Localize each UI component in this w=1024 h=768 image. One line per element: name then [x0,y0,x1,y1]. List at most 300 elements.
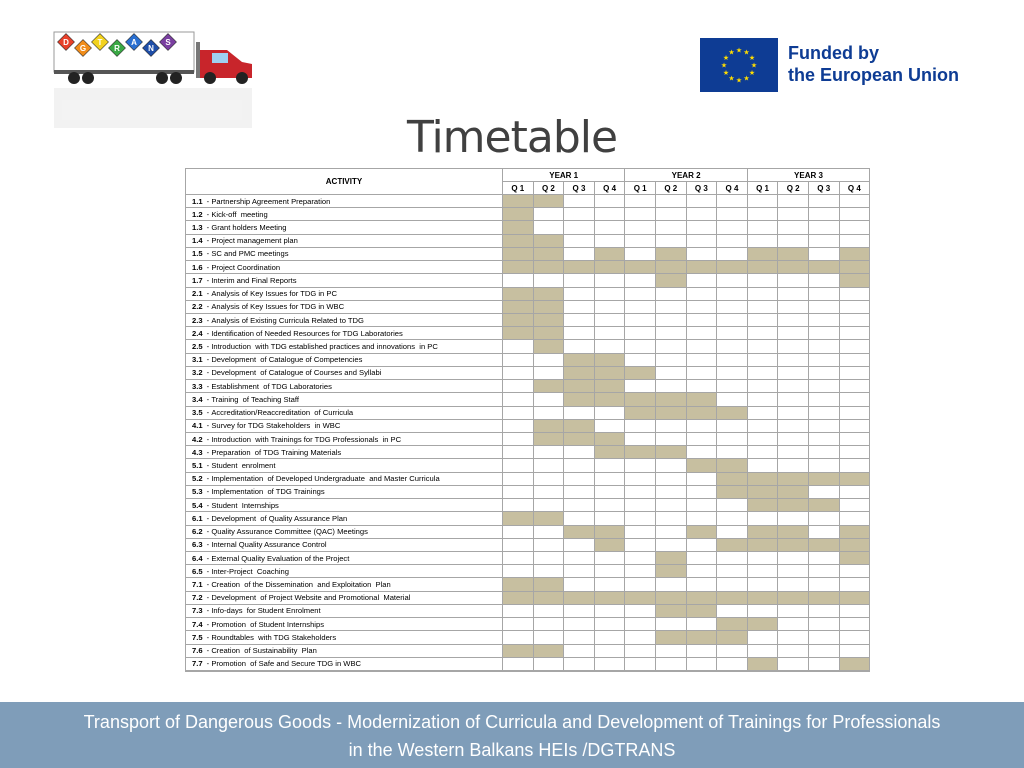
empty-cell [809,446,840,459]
scheduled-cell [503,512,534,525]
activity-number: 1.3 [192,223,203,233]
empty-cell [840,367,871,380]
empty-cell [809,301,840,314]
empty-cell [595,459,626,472]
empty-cell [748,631,779,644]
scheduled-cell [656,248,687,261]
activity-separator: - [204,275,212,285]
activity-label: Development of Quality Assurance Plan [211,513,348,523]
empty-cell [625,221,656,234]
scheduled-cell [595,248,626,261]
scheduled-cell [748,539,779,552]
activity-cell [186,354,503,367]
empty-cell [564,407,595,420]
empty-cell [534,446,565,459]
empty-cell [656,195,687,208]
activity-separator: - [204,328,212,338]
scheduled-cell [625,592,656,605]
empty-cell [564,539,595,552]
empty-cell [534,354,565,367]
empty-cell [778,340,809,353]
scheduled-cell [656,552,687,565]
activity-separator: - [204,580,212,590]
empty-cell [748,578,779,591]
empty-cell [717,221,748,234]
empty-cell [748,645,779,658]
empty-cell [656,473,687,486]
empty-cell [840,512,871,525]
empty-cell [503,658,534,671]
empty-cell [840,446,871,459]
activity-number: 3.3 [192,381,203,391]
activity-cell [186,592,503,605]
scheduled-cell [564,367,595,380]
scheduled-cell [748,618,779,631]
empty-cell [687,552,718,565]
empty-cell [687,235,718,248]
activity-number: 3.2 [192,368,203,378]
activity-number: 1.5 [192,249,203,259]
empty-cell [625,658,656,671]
activity-cell [186,301,503,314]
empty-cell [687,314,718,327]
svg-text:G: G [79,44,87,53]
empty-cell [656,512,687,525]
activity-separator: - [204,527,212,537]
scheduled-cell [656,592,687,605]
scheduled-cell [503,288,534,301]
activity-cell [186,274,503,287]
empty-cell [778,433,809,446]
timetable-table [185,168,870,672]
empty-cell [717,314,748,327]
activity-separator: - [204,500,212,510]
empty-cell [687,645,718,658]
scheduled-cell [595,393,626,406]
activity-label: Survey for TDG Stakeholders in WBC [211,421,341,431]
scheduled-cell [748,473,779,486]
empty-cell [503,274,534,287]
quarter-header: Q 2 [778,182,809,195]
empty-cell [503,565,534,578]
empty-cell [809,340,840,353]
empty-cell [656,288,687,301]
empty-cell [809,248,840,261]
empty-cell [534,499,565,512]
page-title: Timetable [406,112,618,163]
empty-cell [595,208,626,221]
empty-cell [809,367,840,380]
activity-label: Partnership Agreement Preparation [211,196,331,206]
activity-cell [186,526,503,539]
empty-cell [564,618,595,631]
activity-number: 4.3 [192,447,203,457]
empty-cell [809,433,840,446]
empty-cell [534,221,565,234]
scheduled-cell [625,446,656,459]
empty-cell [656,340,687,353]
activity-label: Kick-off meeting [211,209,268,219]
scheduled-cell [687,261,718,274]
empty-cell [717,526,748,539]
empty-cell [564,221,595,234]
empty-cell [809,221,840,234]
empty-cell [809,235,840,248]
empty-cell [687,473,718,486]
empty-cell [717,288,748,301]
empty-cell [656,499,687,512]
table-row [186,393,870,406]
empty-cell [778,645,809,658]
footer-banner [0,702,1024,768]
eu-star-icon: ★ [748,70,756,77]
scheduled-cell [778,592,809,605]
empty-cell [687,565,718,578]
activity-label: Promotion of Student Internships [211,619,325,629]
empty-cell [687,578,718,591]
activity-cell [186,631,503,644]
scheduled-cell [840,274,871,287]
scheduled-cell [564,592,595,605]
empty-cell [656,235,687,248]
scheduled-cell [840,248,871,261]
empty-cell [748,274,779,287]
empty-cell [564,499,595,512]
empty-cell [503,367,534,380]
activity-number: 7.3 [192,606,203,616]
year-header: YEAR 3 [748,169,870,182]
table-row [186,473,870,486]
activity-separator: - [204,421,212,431]
empty-cell [717,446,748,459]
empty-cell [656,539,687,552]
empty-cell [534,539,565,552]
scheduled-cell [503,195,534,208]
empty-cell [503,446,534,459]
scheduled-cell [534,301,565,314]
empty-cell [564,473,595,486]
scheduled-cell [656,565,687,578]
activity-cell [186,221,503,234]
scheduled-cell [656,446,687,459]
empty-cell [656,433,687,446]
empty-cell [564,208,595,221]
scheduled-cell [595,380,626,393]
scheduled-cell [809,261,840,274]
empty-cell [687,327,718,340]
activity-number: 7.1 [192,580,203,590]
empty-cell [595,552,626,565]
scheduled-cell [840,539,871,552]
empty-cell [564,195,595,208]
quarter-header-row [503,182,870,195]
empty-cell [503,420,534,433]
activity-number: 6.3 [192,540,203,550]
activity-number: 2.1 [192,289,203,299]
activity-label: Establishment of TDG Laboratories [211,381,332,391]
activity-separator: - [204,315,212,325]
empty-cell [656,459,687,472]
activity-cell [186,235,503,248]
activity-cell [186,578,503,591]
empty-cell [748,327,779,340]
activity-separator: - [204,196,212,206]
activity-cell [186,618,503,631]
activity-number: 1.7 [192,275,203,285]
scheduled-cell [534,327,565,340]
scheduled-cell [717,592,748,605]
empty-cell [778,393,809,406]
scheduled-cell [778,539,809,552]
empty-cell [625,565,656,578]
empty-cell [595,407,626,420]
scheduled-cell [717,631,748,644]
table-row [186,195,870,208]
empty-cell [717,208,748,221]
table-row [186,459,870,472]
empty-cell [656,208,687,221]
activity-label: Analysis of Key Issues for TDG in WBC [211,302,345,312]
activity-label: Analysis of Key Issues for TDG in PC [211,289,337,299]
quarter-header: Q 4 [717,182,748,195]
scheduled-cell [534,380,565,393]
empty-cell [625,208,656,221]
empty-cell [840,393,871,406]
empty-cell [840,407,871,420]
table-row [186,526,870,539]
empty-cell [625,512,656,525]
scheduled-cell [748,486,779,499]
empty-cell [717,433,748,446]
activity-cell [186,552,503,565]
scheduled-cell [717,618,748,631]
activity-separator: - [204,632,212,642]
empty-cell [778,631,809,644]
activity-label: Preparation of TDG Training Materials [211,447,342,457]
eu-star-icon: ★ [720,62,728,70]
empty-cell [717,301,748,314]
activity-separator: - [204,461,212,471]
activity-cell [186,446,503,459]
empty-cell [748,235,779,248]
empty-cell [503,354,534,367]
empty-cell [625,327,656,340]
empty-cell [809,380,840,393]
empty-cell [809,605,840,618]
empty-cell [595,274,626,287]
empty-cell [717,605,748,618]
quarter-header: Q 4 [595,182,626,195]
activity-label: Student enrolment [211,461,276,471]
activity-cell [186,565,503,578]
scheduled-cell [840,552,871,565]
scheduled-cell [503,645,534,658]
empty-cell [809,658,840,671]
activity-number: 7.6 [192,646,203,656]
activity-separator: - [204,593,212,603]
empty-cell [625,195,656,208]
quarter-header: Q 4 [840,182,871,195]
activity-separator: - [204,513,212,523]
activity-separator: - [204,249,212,259]
empty-cell [625,539,656,552]
activity-label: Interim and Final Reports [211,275,297,285]
activity-label: Creation of the Dissemination and Exploitation Plan [211,580,391,590]
empty-cell [625,235,656,248]
empty-cell [687,340,718,353]
scheduled-cell [840,473,871,486]
eu-funding-badge [700,38,965,94]
empty-cell [748,221,779,234]
empty-cell [656,486,687,499]
scheduled-cell [564,354,595,367]
activity-separator: - [204,659,212,669]
activity-label: Quality Assurance Committee (QAC) Meetings [211,527,368,537]
empty-cell [748,605,779,618]
empty-cell [687,367,718,380]
activity-cell [186,327,503,340]
scheduled-cell [564,526,595,539]
empty-cell [840,631,871,644]
activity-label: Implementation of TDG Trainings [211,487,325,497]
empty-cell [840,486,871,499]
empty-cell [717,420,748,433]
empty-cell [778,327,809,340]
quarter-header: Q 3 [687,182,718,195]
activity-separator: - [204,223,212,233]
empty-cell [625,605,656,618]
svg-text:S: S [165,38,171,47]
table-row [186,261,870,274]
table-row [186,248,870,261]
empty-cell [809,393,840,406]
empty-cell [503,552,534,565]
scheduled-cell [656,631,687,644]
scheduled-cell [809,592,840,605]
empty-cell [809,578,840,591]
empty-cell [534,274,565,287]
scheduled-cell [534,645,565,658]
activity-separator: - [204,262,212,272]
activity-label: Analysis of Existing Curricula Related to TDG [211,315,364,325]
activity-cell [186,288,503,301]
activity-cell [186,459,503,472]
scheduled-cell [778,248,809,261]
table-row [186,512,870,525]
empty-cell [564,248,595,261]
empty-cell [687,486,718,499]
empty-cell [564,446,595,459]
scheduled-cell [503,248,534,261]
empty-cell [503,631,534,644]
empty-cell [778,354,809,367]
scheduled-cell [687,393,718,406]
empty-cell [687,274,718,287]
empty-cell [778,446,809,459]
eu-line-2: the European Union [788,65,959,85]
scheduled-cell [595,526,626,539]
scheduled-cell [625,393,656,406]
empty-cell [564,552,595,565]
svg-text:T: T [97,38,103,47]
empty-cell [778,578,809,591]
scheduled-cell [687,526,718,539]
scheduled-cell [687,459,718,472]
empty-cell [840,208,871,221]
activity-cell [186,248,503,261]
empty-cell [840,420,871,433]
scheduled-cell [534,288,565,301]
empty-cell [748,301,779,314]
table-row [186,354,870,367]
empty-cell [595,578,626,591]
scheduled-cell [840,261,871,274]
empty-cell [503,499,534,512]
eu-funding-text [788,42,959,86]
eu-flag-icon [700,38,778,92]
scheduled-cell [748,658,779,671]
empty-cell [656,658,687,671]
empty-cell [778,658,809,671]
activity-cell [186,486,503,499]
empty-cell [564,235,595,248]
activity-number: 7.2 [192,593,203,603]
scheduled-cell [534,235,565,248]
table-row [186,499,870,512]
empty-cell [656,618,687,631]
scheduled-cell [625,261,656,274]
empty-cell [809,314,840,327]
empty-cell [778,235,809,248]
empty-cell [778,380,809,393]
activity-label: Introduction with TDG established practices and innovations in PC [211,342,438,352]
empty-cell [656,645,687,658]
table-row [186,288,870,301]
empty-cell [564,274,595,287]
empty-cell [840,459,871,472]
table-row [186,301,870,314]
scheduled-cell [564,261,595,274]
empty-cell [778,314,809,327]
scheduled-cell [656,407,687,420]
empty-cell [625,433,656,446]
eu-star-icon: ★ [722,70,730,77]
table-row [186,631,870,644]
scheduled-cell [717,473,748,486]
eu-star-icon: ★ [735,77,743,85]
eu-star-icon: ★ [728,75,735,83]
activity-number: 6.1 [192,513,203,523]
empty-cell [564,658,595,671]
activity-label: Identification of Needed Resources for TDG Laboratories [211,328,403,338]
empty-cell [840,380,871,393]
scheduled-cell [717,407,748,420]
empty-cell [595,645,626,658]
empty-cell [564,565,595,578]
empty-cell [656,354,687,367]
empty-cell [534,473,565,486]
table-row [186,327,870,340]
activity-label: Development of Catalogue of Courses and Syllabi [211,368,382,378]
empty-cell [840,235,871,248]
empty-cell [656,578,687,591]
activity-number: 5.2 [192,474,203,484]
empty-cell [625,354,656,367]
empty-cell [595,631,626,644]
scheduled-cell [595,261,626,274]
empty-cell [625,645,656,658]
empty-cell [840,605,871,618]
